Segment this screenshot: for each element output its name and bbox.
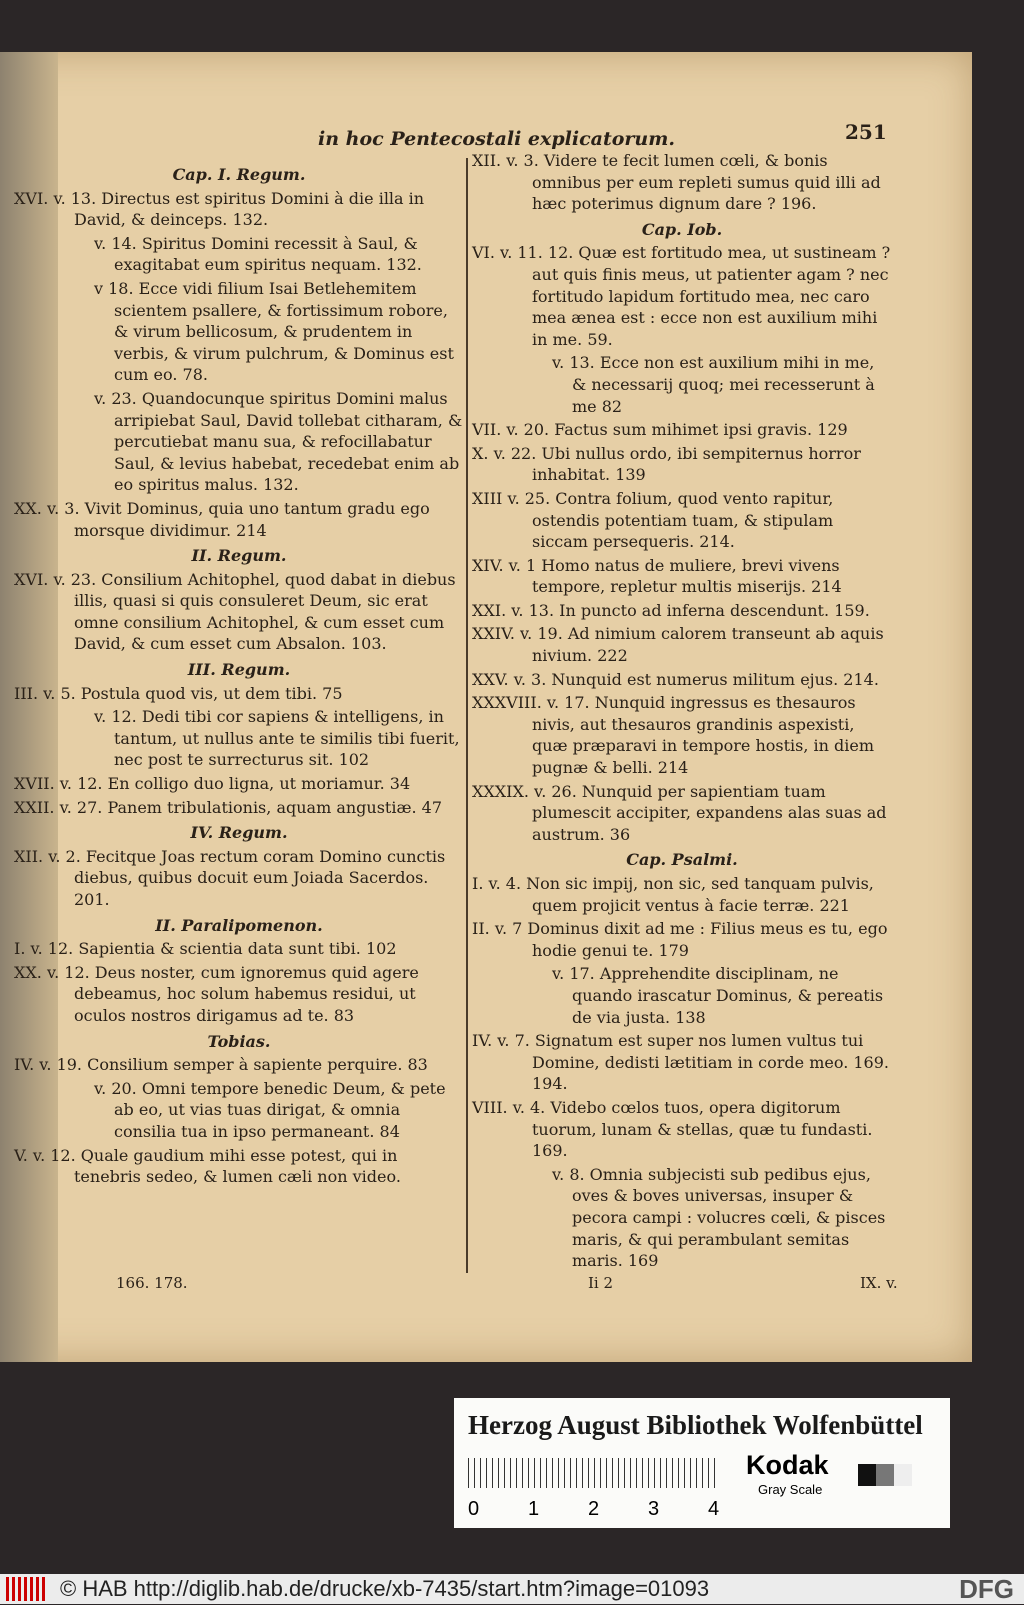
index-entry: XXI. v. 13. In puncto ad inferna descendunt. 159.	[472, 600, 870, 620]
index-entry: I. v. 12. Sapientia & scientia data sunt tibi. 102	[14, 939, 397, 959]
index-entry: XIV. v. 1 Homo natus de muliere, brevi vivens tempore, repletur multis miserijs. 214	[472, 555, 842, 597]
index-entry: v. 17. Apprehendite disciplinam, ne quando irascatur Dominus, & pereatis de via justa. 138	[552, 964, 884, 1027]
index-entry: VIII. v. 4. Videbo cœlos tuos, opera digitorum tuorum, lunam & stellas, quæ tu fundasti. 169.	[472, 1097, 873, 1161]
index-entry: XXXVIII. v. 17. Nunquid ingressus es thesauros nivis, aut thesauros grandinis aspexisti, quæ præparavi in tempore hostis, in diem pugnæ & belli. 214	[472, 693, 875, 778]
index-entry: v. 20. Omni tempore benedic Deum, & pete ab eo, ut vias tuas dirigat, & omnia consilia tua in ipso permaneant. 84	[94, 1078, 446, 1141]
copyright-url[interactable]: © HAB http://diglib.hab.de/drucke/xb-7435/start.htm?image=01093	[60, 1576, 710, 1601]
section-heading: II. Regum.	[191, 546, 287, 566]
column-divider	[466, 158, 468, 1273]
ruler-number: 1	[528, 1498, 540, 1520]
gray-swatch	[876, 1464, 894, 1486]
right-column	[472, 150, 892, 1274]
gray-swatch	[894, 1464, 912, 1486]
index-entry: v. 23. Quandocunque spiritus Domini malus arripiebat Saul, David tollebat citharam, & percutiebat manu sua, & refocillabatur Saul, & levius habebat, recedebat enim ab eo spiritus malus. 132.	[94, 388, 463, 495]
section-heading: II. Paralipomenon.	[155, 915, 323, 935]
kodak-logo: Kodak	[746, 1450, 829, 1480]
index-entry: v 18. Ecce vidi filium Isai Betlehemitem scientem psallere, & fortissimum robore, & virum bellicosum, & prudentem in verbis, & virum pulchrum, & Dominus est cum eo. 78.	[94, 278, 454, 385]
index-entry: I. v. 4. Non sic impij, non sic, sed tanquam pulvis, quem projicit ventus à facie terræ. 221	[472, 874, 874, 915]
index-entry: XVI. v. 23. Consilium Achitophel, quod dabat in diebus illis, quasi si quis consuleret Deum, sic erat omne consilium Achitophel, & cum esset cum David, & cum esset cum Absalon. 103.	[14, 569, 456, 654]
grayscale-label: Gray Scale	[758, 1482, 823, 1497]
library-color-card	[454, 1398, 950, 1528]
running-title: in hoc Pentecostali explicatorum.	[318, 128, 675, 150]
index-entry: IV. v. 19. Consilium semper à sapiente perquire. 83	[14, 1055, 428, 1075]
index-entry: v. 14. Spiritus Domini recessit à Saul, & exagitabat eum spiritus nequam. 132.	[94, 233, 422, 275]
index-entry: II. v. 7 Dominus dixit ad me : Filius meus es tu, ego hodie genui te. 179	[472, 919, 888, 960]
index-entry: III. v. 5. Postula quod vis, ut dem tibi. 75	[14, 683, 343, 703]
index-entry: VII. v. 20. Factus sum mihimet ipsi gravis. 129	[472, 420, 848, 440]
dfg-logo: DFG	[959, 1574, 1014, 1604]
index-entry: XXV. v. 3. Nunquid est numerus militum ejus. 214.	[472, 669, 879, 689]
index-entry: XXIV. v. 19. Ad nimium calorem transeunt ab aquis nivium. 222	[472, 624, 884, 666]
bottom-bar	[0, 1574, 1024, 1604]
section-heading: IV. Regum.	[190, 823, 288, 843]
section-heading: Cap. I. Regum.	[172, 165, 306, 184]
page-number: 251	[845, 120, 887, 144]
ruler-number: 0	[468, 1498, 480, 1520]
scale-ruler	[468, 1458, 720, 1520]
index-entry: XX. v. 3. Vivit Dominus, quia uno tantum gradu ego morsque dividimur. 214	[14, 498, 430, 540]
index-entry: IV. v. 7. Signatum est super nos lumen vultus tui Domine, dedisti lætitiam in corde meo. 169. 194.	[472, 1031, 889, 1094]
index-entry: VI. v. 11. 12. Quæ est fortitudo mea, ut sustineam ? aut quis finis meus, ut patienter agam ? nec fortitudo lapidum fortitudo mea, nec caro mea ænea est : ecce non est auxilium mihi in me. 59.	[472, 243, 891, 349]
section-heading: Cap. Psalmi.	[626, 850, 738, 870]
index-entry: XX. v. 12. Deus noster, cum ignoremus quid agere debeamus, hoc solum habemus residui, ut oculos nostros dirigamus ad te. 83	[14, 962, 419, 1025]
library-name: Herzog August Bibliothek Wolfenbüttel	[468, 1410, 923, 1440]
section-heading: Tobias.	[207, 1031, 271, 1051]
index-entry: XII. v. 3. Videre te fecit lumen cœli, & bonis omnibus per eum repleti sumus quid illi ad hæc poterimus dignum dare ? 196.	[472, 151, 881, 214]
barcode-icon	[6, 1577, 46, 1601]
ruler-number: 3	[648, 1498, 660, 1520]
index-entry: XIII v. 25. Contra folium, quod vento rapitur, ostendis potentiam tuam, & stipulam siccam persequeris. 214.	[472, 488, 834, 552]
index-entry: XXXIX. v. 26. Nunquid per sapientiam tuam plumescit accipiter, expandens alas suas ad austrum. 36	[472, 781, 887, 844]
index-entry: V. v. 12. Quale gaudium mihi esse potest, qui in tenebris sedeo, & lumen cæli non video.	[14, 1145, 401, 1187]
ruler-number: 4	[708, 1498, 720, 1520]
index-entry: v. 8. Omnia subjecisti sub pedibus ejus, oves & boves universas, insuper & pecora campi : volucres cœli, & pisces maris, & qui perambulant semitas maris. 169	[552, 1164, 886, 1271]
ruler-number: 2	[588, 1498, 600, 1520]
ruler-ticks	[468, 1458, 720, 1488]
index-entry: v. 12. Dedi tibi cor sapiens & intelligens, in tantum, ut nullus ante te similis tibi fuerit, nec post te surrecturus sit. 102	[94, 707, 460, 770]
catchword: IX. v.	[860, 1274, 898, 1292]
index-entry: XVII. v. 12. En colligo duo ligna, ut moriamur. 34	[14, 774, 411, 794]
index-entry: XII. v. 2. Fecitque Joas rectum coram Domino cunctis diebus, quibus docuit eum Joiada Sacerdos. 201.	[14, 846, 446, 909]
footer-left-refs: 166. 178.	[116, 1274, 188, 1292]
left-column	[14, 160, 464, 1190]
signature-mark: Ii 2	[588, 1274, 614, 1292]
section-heading: III. Regum.	[187, 660, 291, 680]
index-entry: X. v. 22. Ubi nullus ordo, ibi sempiternus horror inhabitat. 139	[472, 443, 861, 485]
gray-swatch	[858, 1464, 876, 1486]
index-entry: v. 13. Ecce non est auxilium mihi in me, & necessarij quoq; mei recesserunt à me 82	[552, 353, 875, 416]
index-entry: XVI. v. 13. Directus est spiritus Domini à die illa in David, & deinceps. 132.	[14, 188, 425, 230]
section-heading: Cap. Iob.	[641, 219, 723, 239]
index-entry: XXII. v. 27. Panem tribulationis, aquam angustiæ. 47	[14, 797, 443, 817]
